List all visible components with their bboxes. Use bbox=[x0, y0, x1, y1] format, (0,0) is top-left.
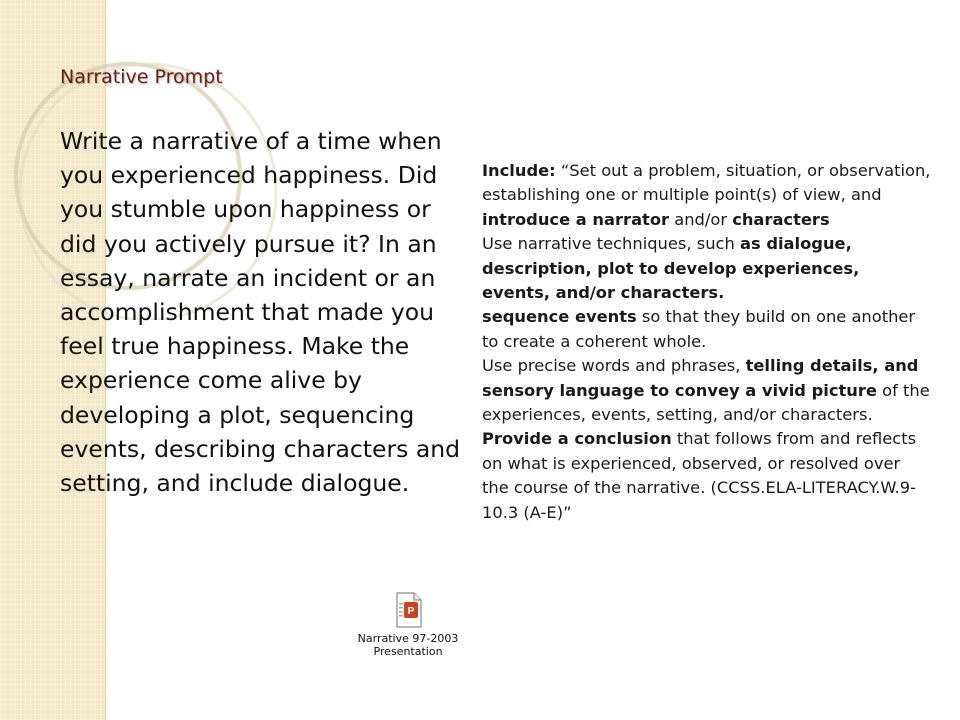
svg-text:P: P bbox=[407, 606, 415, 617]
embedded-object-label-line1: Narrative 97-2003 bbox=[357, 632, 459, 645]
powerpoint-file-icon bbox=[393, 592, 423, 628]
include-item-techniques: Use narrative techniques, such as dialogue, description, plot to develop experiences, events, and/or characters. bbox=[482, 234, 860, 303]
include-label: Include: bbox=[482, 161, 556, 180]
embedded-presentation-object[interactable] bbox=[352, 592, 464, 658]
include-item-language: Use precise words and phrases, telling details, and sensory language to convey a vivid picture of the experiences, events, setting, and/or characters. bbox=[482, 356, 930, 425]
slide-title: Narrative Prompt bbox=[60, 66, 223, 88]
include-item-introduction: Include: “Set out a problem, situation, or observation, establishing one or multiple point(s) of view, and introduce a narrator and/or characters bbox=[482, 161, 931, 229]
include-item-conclusion: Provide a conclusion that follows from and reflects on what is experienced, observed, or resolved over the course of the narrative. (CCSS.ELA-LITERACY.W.9-10.3 (A-E)” bbox=[482, 429, 917, 522]
include-item-sequence: sequence events so that they build on one another to create a coherent whole. bbox=[482, 307, 916, 351]
embedded-object-label-line2: Presentation bbox=[373, 645, 443, 658]
include-requirements bbox=[482, 159, 932, 525]
prompt-text: Write a narrative of a time when you experienced happiness. Did you stumble upon happiness or did you actively pursue it? In an essay, narrate an incident or an accomplishment that made you feel true happiness. Make the experience come alive by developing a plot, sequencing events, describing characters and setting, and include dialogue. bbox=[60, 127, 461, 498]
